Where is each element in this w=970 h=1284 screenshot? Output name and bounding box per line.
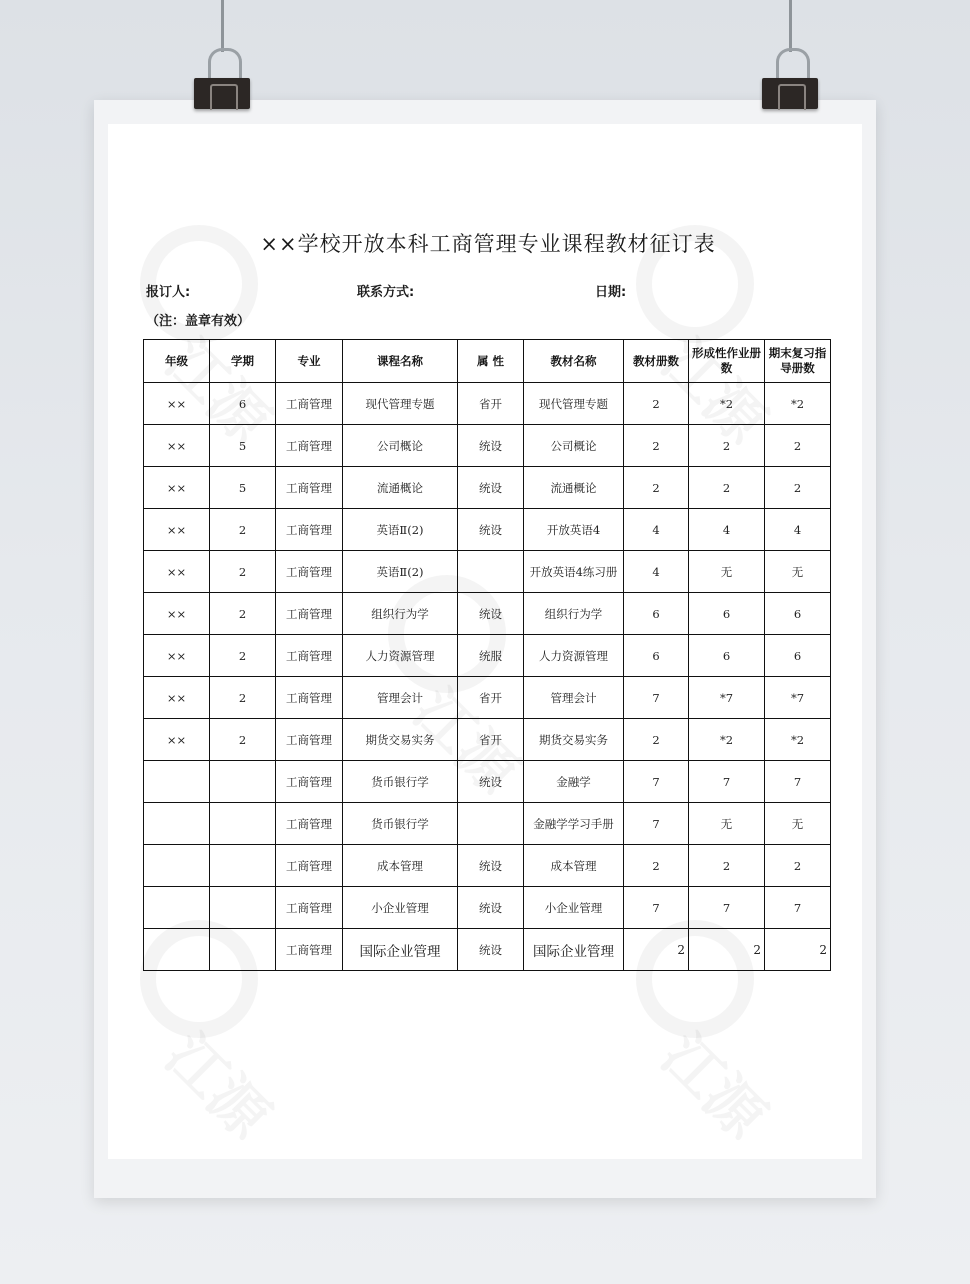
cell-homework-count: 6 (689, 593, 765, 635)
header-textbook-count: 教材册数 (624, 340, 689, 383)
cell-homework-count: 4 (689, 509, 765, 551)
cell-textbook-name: 成本管理 (524, 845, 624, 887)
cell-textbook-count: 6 (624, 635, 689, 677)
cell-textbook-name: 金融学 (524, 761, 624, 803)
cell-grade (144, 803, 210, 845)
cell-homework-count: *7 (689, 677, 765, 719)
cell-course-name: 国际企业管理 (343, 929, 458, 971)
cell-textbook-name: 现代管理专题 (524, 383, 624, 425)
cell-major: 工商管理 (276, 425, 343, 467)
cell-review-guide-count: *2 (765, 719, 831, 761)
cell-homework-count: 7 (689, 761, 765, 803)
cell-grade (144, 929, 210, 971)
header-course-name: 课程名称 (343, 340, 458, 383)
document-title: ××学校开放本科工商管理专业课程教材征订表 (260, 232, 716, 256)
cell-textbook-count: 4 (624, 551, 689, 593)
cell-textbook-name: 人力资源管理 (524, 635, 624, 677)
cell-homework-count: 2 (689, 929, 765, 971)
table-row (144, 719, 831, 761)
header-grade: 年级 (144, 340, 210, 383)
stamp-note: （注：盖章有效） (146, 314, 251, 329)
cell-textbook-name: 国际企业管理 (524, 929, 624, 971)
cell-attribute: 统设 (458, 761, 524, 803)
cell-major: 工商管理 (276, 677, 343, 719)
cell-textbook-count: 4 (624, 509, 689, 551)
cell-grade: ×× (144, 383, 210, 425)
cell-major: 工商管理 (276, 887, 343, 929)
textbook-order-table (143, 339, 831, 971)
cell-course-name: 英语Ⅱ(2) (343, 551, 458, 593)
cell-review-guide-count: 无 (765, 551, 831, 593)
table-row (144, 425, 831, 467)
header-textbook-name: 教材名称 (524, 340, 624, 383)
table-row (144, 635, 831, 677)
table-row (144, 761, 831, 803)
date-label: 日期: (595, 285, 627, 300)
cell-grade: ×× (144, 677, 210, 719)
cell-textbook-count: 2 (624, 383, 689, 425)
cell-major: 工商管理 (276, 803, 343, 845)
cell-review-guide-count: 2 (765, 425, 831, 467)
cell-textbook-count: 2 (624, 467, 689, 509)
cell-course-name: 人力资源管理 (343, 635, 458, 677)
cell-textbook-name: 流通概论 (524, 467, 624, 509)
cell-review-guide-count: 6 (765, 593, 831, 635)
cell-grade: ×× (144, 425, 210, 467)
cell-course-name: 货币银行学 (343, 803, 458, 845)
table-header-row (144, 340, 831, 383)
cell-textbook-count: 2 (624, 845, 689, 887)
cell-semester: 2 (210, 551, 276, 593)
cell-semester: 2 (210, 509, 276, 551)
cell-textbook-count: 7 (624, 677, 689, 719)
cell-semester (210, 887, 276, 929)
cell-review-guide-count: 7 (765, 887, 831, 929)
cell-course-name: 流通概论 (343, 467, 458, 509)
cell-textbook-name: 开放英语4练习册 (524, 551, 624, 593)
cell-major: 工商管理 (276, 383, 343, 425)
cell-major: 工商管理 (276, 845, 343, 887)
cell-review-guide-count: 7 (765, 761, 831, 803)
cell-grade: ×× (144, 467, 210, 509)
cell-grade: ×× (144, 509, 210, 551)
cell-major: 工商管理 (276, 467, 343, 509)
cell-attribute: 统设 (458, 467, 524, 509)
cell-course-name: 小企业管理 (343, 887, 458, 929)
cell-review-guide-count: *2 (765, 383, 831, 425)
cell-major: 工商管理 (276, 929, 343, 971)
cell-semester (210, 803, 276, 845)
cell-homework-count: *2 (689, 719, 765, 761)
cell-course-name: 公司概论 (343, 425, 458, 467)
cell-attribute (458, 551, 524, 593)
cell-major: 工商管理 (276, 509, 343, 551)
cell-textbook-name: 期货交易实务 (524, 719, 624, 761)
cell-homework-count: 无 (689, 551, 765, 593)
cell-homework-count: 7 (689, 887, 765, 929)
cell-review-guide-count: 2 (765, 467, 831, 509)
cell-review-guide-count: *7 (765, 677, 831, 719)
cell-grade: ×× (144, 593, 210, 635)
cell-textbook-count: 2 (624, 929, 689, 971)
cell-semester (210, 761, 276, 803)
cell-course-name: 货币银行学 (343, 761, 458, 803)
cell-textbook-name: 公司概论 (524, 425, 624, 467)
table-row (144, 509, 831, 551)
cell-attribute: 统设 (458, 593, 524, 635)
cell-review-guide-count: 2 (765, 845, 831, 887)
cell-textbook-count: 2 (624, 719, 689, 761)
cell-homework-count: 无 (689, 803, 765, 845)
cell-attribute (458, 803, 524, 845)
cell-textbook-name: 管理会计 (524, 677, 624, 719)
cell-grade: ×× (144, 551, 210, 593)
cell-textbook-count: 7 (624, 887, 689, 929)
cell-attribute: 省开 (458, 719, 524, 761)
cell-homework-count: 2 (689, 467, 765, 509)
cell-grade: ×× (144, 719, 210, 761)
cell-major: 工商管理 (276, 593, 343, 635)
cell-semester (210, 929, 276, 971)
cell-semester: 2 (210, 593, 276, 635)
cell-course-name: 现代管理专题 (343, 383, 458, 425)
cell-review-guide-count: 6 (765, 635, 831, 677)
table-row (144, 929, 831, 971)
cell-grade (144, 845, 210, 887)
table-row (144, 803, 831, 845)
table-row (144, 845, 831, 887)
cell-semester (210, 845, 276, 887)
table-row (144, 677, 831, 719)
cell-course-name: 期货交易实务 (343, 719, 458, 761)
right-hanging-wire (789, 0, 792, 52)
header-semester: 学期 (210, 340, 276, 383)
cell-course-name: 管理会计 (343, 677, 458, 719)
cell-homework-count: 6 (689, 635, 765, 677)
table-row (144, 383, 831, 425)
cell-review-guide-count: 无 (765, 803, 831, 845)
cell-major: 工商管理 (276, 761, 343, 803)
cell-textbook-count: 7 (624, 803, 689, 845)
table-row (144, 887, 831, 929)
cell-textbook-name: 金融学学习手册 (524, 803, 624, 845)
cell-textbook-name: 组织行为学 (524, 593, 624, 635)
left-hanging-wire (221, 0, 224, 52)
cell-major: 工商管理 (276, 719, 343, 761)
cell-grade (144, 761, 210, 803)
cell-semester: 5 (210, 425, 276, 467)
header-homework-count: 形成性作业册数 (689, 340, 765, 383)
header-review-guide-count: 期末复习指导册数 (765, 340, 831, 383)
cell-attribute: 省开 (458, 677, 524, 719)
cell-semester: 2 (210, 635, 276, 677)
cell-grade: ×× (144, 635, 210, 677)
cell-textbook-name: 开放英语4 (524, 509, 624, 551)
cell-semester: 6 (210, 383, 276, 425)
cell-semester: 5 (210, 467, 276, 509)
right-binder-clip (762, 78, 818, 109)
cell-homework-count: 2 (689, 425, 765, 467)
cell-grade (144, 887, 210, 929)
cell-major: 工商管理 (276, 551, 343, 593)
table-row (144, 551, 831, 593)
cell-homework-count: *2 (689, 383, 765, 425)
table-row (144, 593, 831, 635)
cell-attribute: 统设 (458, 425, 524, 467)
cell-attribute: 统服 (458, 635, 524, 677)
cell-course-name: 成本管理 (343, 845, 458, 887)
cell-attribute: 统设 (458, 509, 524, 551)
cell-attribute: 省开 (458, 383, 524, 425)
subscriber-label: 报订人: (146, 285, 191, 300)
cell-textbook-count: 2 (624, 425, 689, 467)
cell-textbook-name: 小企业管理 (524, 887, 624, 929)
cell-course-name: 组织行为学 (343, 593, 458, 635)
cell-review-guide-count: 2 (765, 929, 831, 971)
cell-attribute: 统设 (458, 929, 524, 971)
cell-semester: 2 (210, 677, 276, 719)
table-row (144, 467, 831, 509)
cell-review-guide-count: 4 (765, 509, 831, 551)
cell-attribute: 统设 (458, 845, 524, 887)
cell-major: 工商管理 (276, 635, 343, 677)
cell-course-name: 英语Ⅱ(2) (343, 509, 458, 551)
cell-semester: 2 (210, 719, 276, 761)
cell-homework-count: 2 (689, 845, 765, 887)
cell-textbook-count: 7 (624, 761, 689, 803)
header-major: 专业 (276, 340, 343, 383)
cell-textbook-count: 6 (624, 593, 689, 635)
contact-label: 联系方式: (357, 285, 415, 300)
left-binder-clip (194, 78, 250, 109)
header-attribute: 属 性 (458, 340, 524, 383)
cell-attribute: 统设 (458, 887, 524, 929)
